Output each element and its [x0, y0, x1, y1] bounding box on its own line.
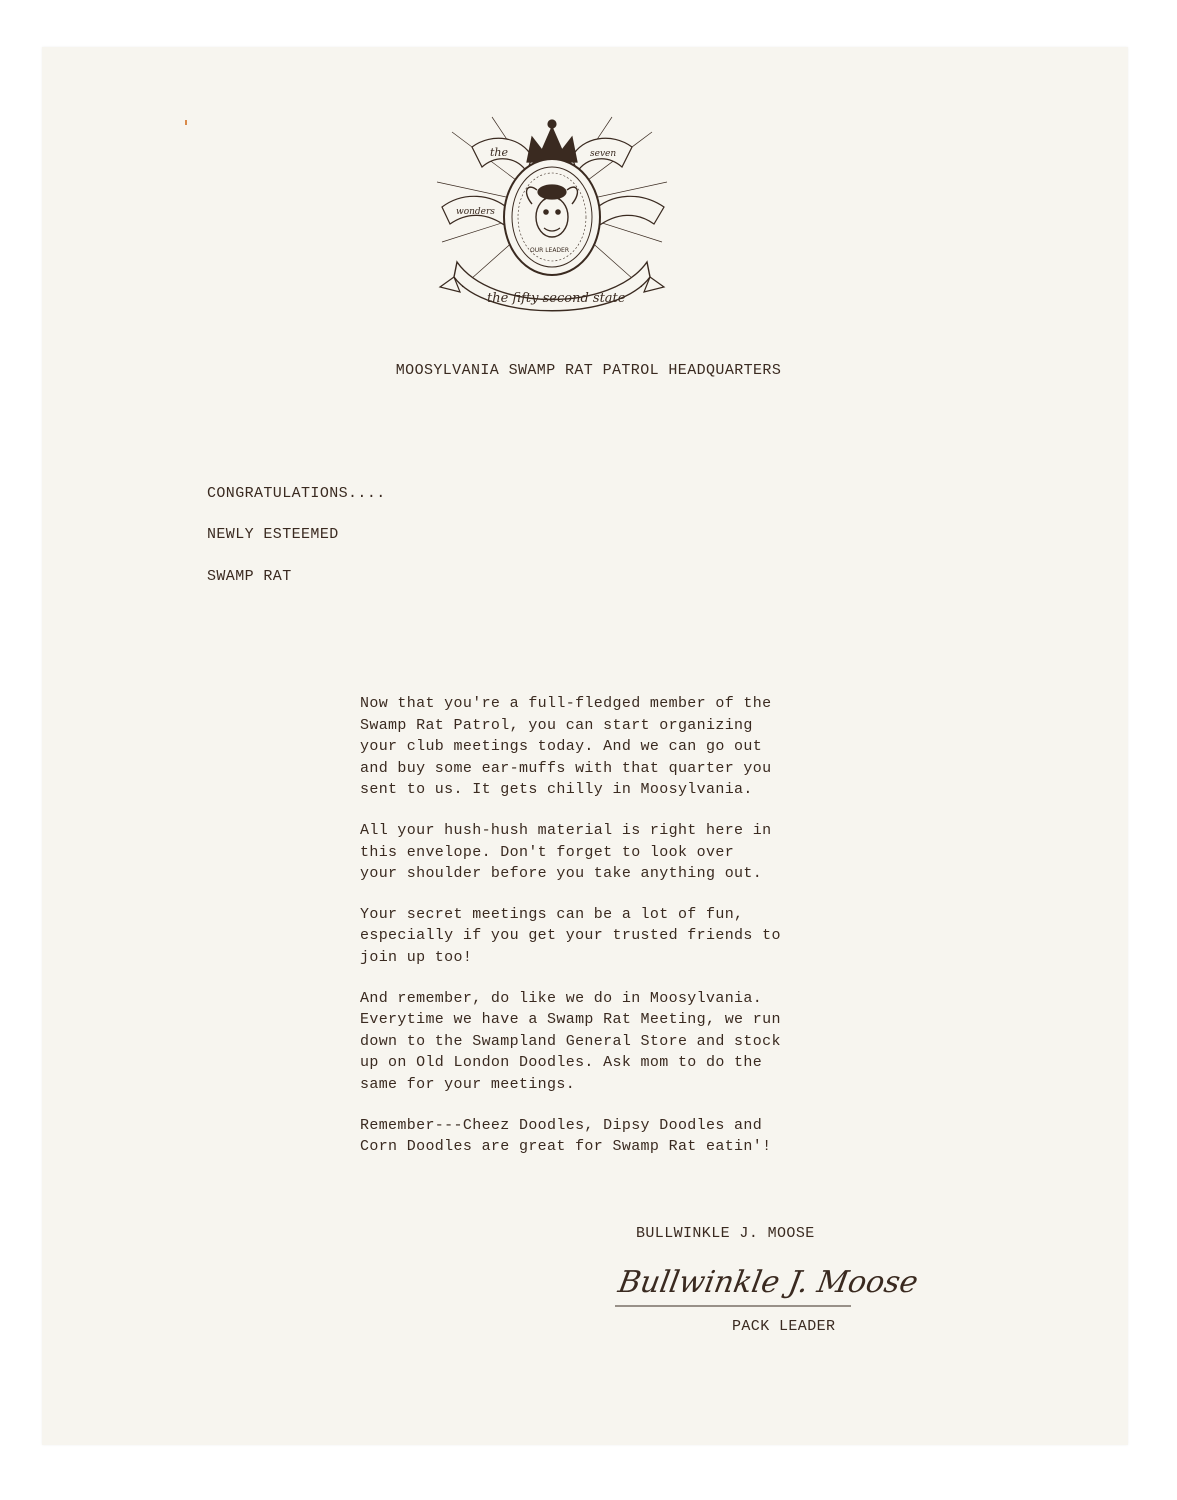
body-line: Everytime we have a Swamp Rat Meeting, we run — [360, 1011, 781, 1029]
crest-banner-top-left: the — [490, 146, 509, 159]
body-line: Swamp Rat Patrol, you can start organizing — [360, 716, 753, 734]
crest-banner-left: wonders — [456, 207, 495, 217]
paragraph-envelope — [360, 820, 860, 885]
body-line: And remember, do like we do in Moosylvania. — [360, 989, 763, 1007]
paragraph-meetings — [360, 904, 860, 969]
paper-speck — [185, 120, 187, 125]
signature-script-text: Bullwinkle J. Moose — [615, 1265, 921, 1300]
paragraph-remember — [360, 988, 860, 1096]
salutation-line-1: CONGRATULATIONS.... — [207, 485, 386, 502]
body-line: up on Old London Doodles. Ask mom to do the — [360, 1054, 763, 1072]
signatory-title: PACK LEADER — [732, 1318, 836, 1335]
body-line: especially if you get your trusted friends to — [360, 927, 781, 945]
moosylvania-crest-emblem — [432, 112, 672, 327]
body-line: Your secret meetings can be a lot of fun, — [360, 905, 744, 923]
handwritten-signature — [615, 1258, 921, 1310]
body-line: Corn Doodles are great for Swamp Rat eatin'! — [360, 1138, 772, 1156]
salutation-line-3: SWAMP RAT — [207, 568, 292, 585]
paragraph-doodles — [360, 1115, 860, 1158]
body-line: down to the Swampland General Store and stock — [360, 1032, 781, 1050]
paragraph-membership — [360, 693, 860, 801]
signatory-name: BULLWINKLE J. MOOSE — [636, 1225, 815, 1242]
body-line: your shoulder before you take anything out. — [360, 865, 763, 883]
letter-body — [360, 693, 860, 1177]
body-line: sent to us. It gets chilly in Moosylvania. — [360, 781, 753, 799]
body-line: join up too! — [360, 948, 473, 966]
salutation-line-2: NEWLY ESTEEMED — [207, 526, 339, 543]
body-line: and buy some ear-muffs with that quarter you — [360, 759, 772, 777]
letterhead-title: MOOSYLVANIA SWAMP RAT PATROL HEADQUARTERS — [395, 362, 782, 379]
body-line: All your hush-hush material is right here in — [360, 821, 772, 839]
crest-scroll-text: the fifty second state — [487, 291, 626, 306]
body-line: same for your meetings. — [360, 1075, 576, 1093]
body-line: Remember---Cheez Doodles, Dipsy Doodles and — [360, 1116, 763, 1134]
crest-banner-top-right: seven — [590, 149, 617, 159]
body-line: Now that you're a full-fledged member of the — [360, 695, 772, 712]
body-line: this envelope. Don't forget to look over — [360, 843, 735, 861]
crest-shield-text: OUR LEADER — [530, 247, 570, 254]
body-line: your club meetings today. And we can go out — [360, 738, 763, 756]
